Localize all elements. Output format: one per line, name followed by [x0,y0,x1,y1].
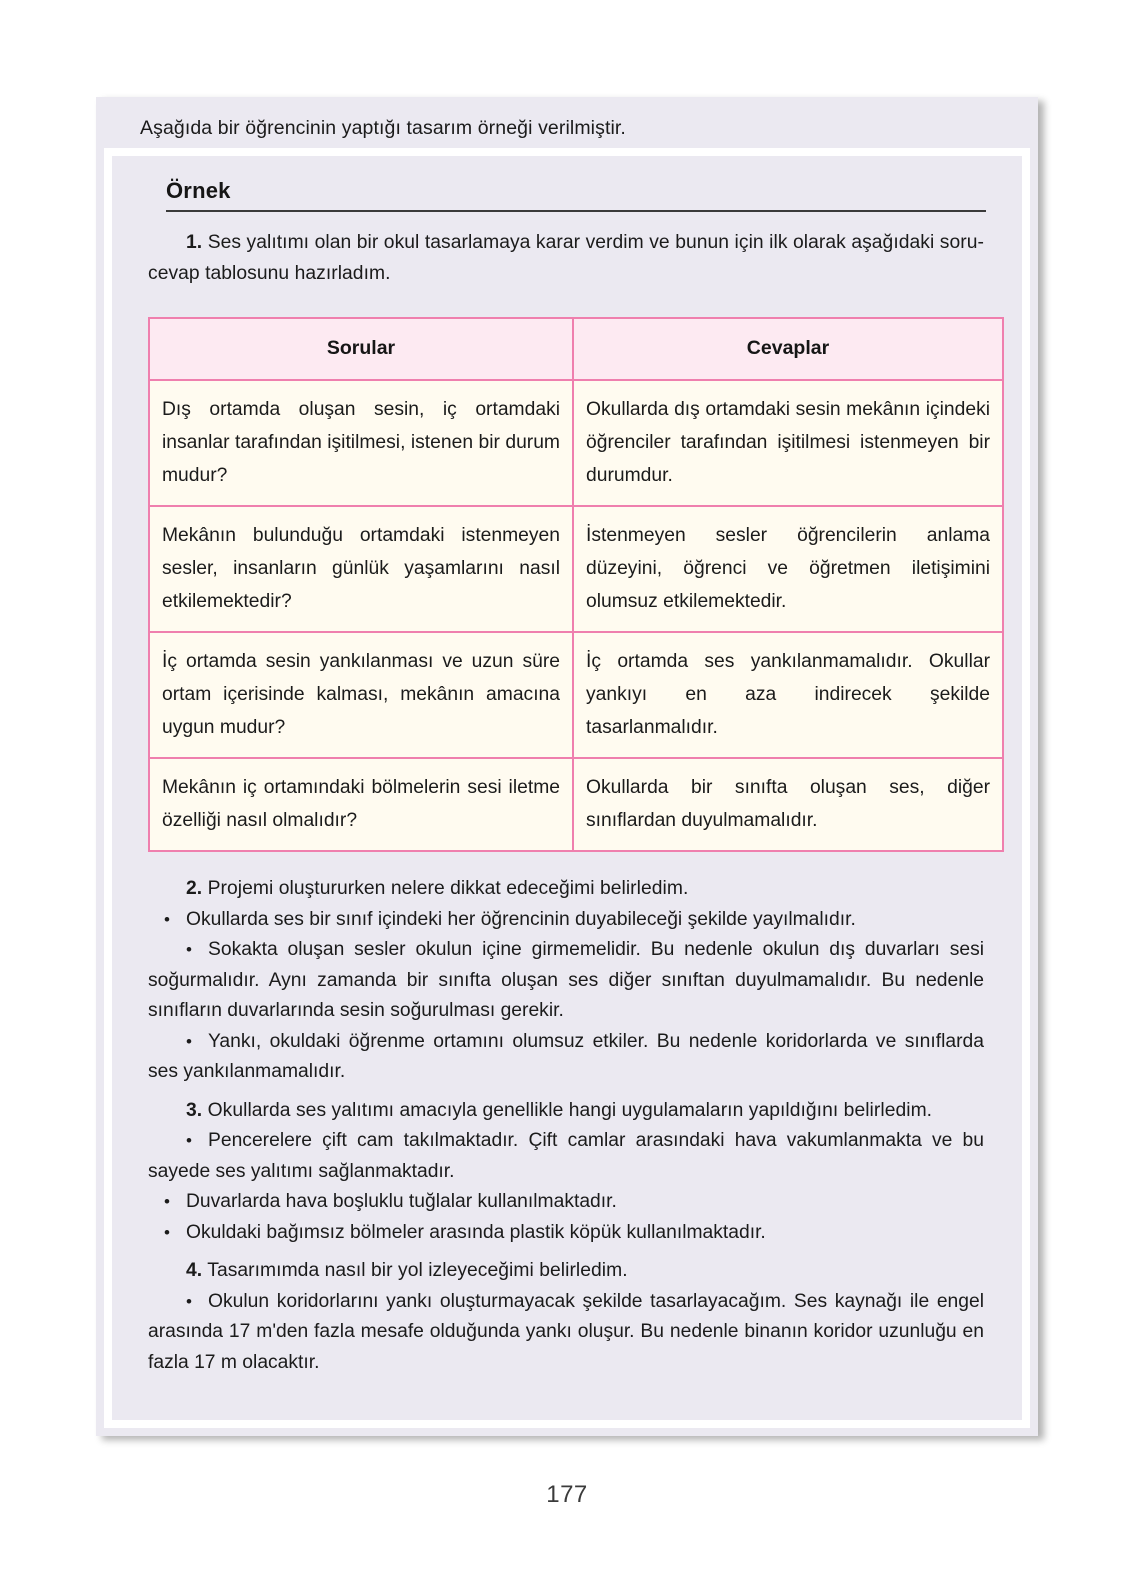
bullet-icon: • [164,1222,170,1242]
intro-line: Aşağıda bir öğrencinin yaptığı tasarım örneği verilmiştir. [140,117,626,139]
list-item [144,905,990,936]
table-cell-question: Mekânın bulunduğu ortamdaki istenmeyen sesler, insanların günlük yaşamlarını nasıl etkilemektedir? [149,506,573,632]
table-cell-answer: Okullarda dış ortamdaki sesin mekânın içindeki öğrenciler tarafından işitilmesi istenmeyen bir durumdur. [573,380,1003,506]
step-2-number: 2. [186,878,203,899]
table-cell-question: Mekânın iç ortamındaki bölmelerin sesi iletme özelliği nasıl olmalıdır? [149,758,573,851]
page-title: Örnek [166,178,231,203]
step-4-number: 4. [186,1260,203,1281]
page-panel [96,97,1038,1436]
bullet-icon: • [186,1291,192,1311]
list-item-text: Pencerelere çift cam takılmaktadır. Çift camlar arasındaki hava vakumlanmakta ve bu sayede ses yalıtımı sağlanmaktadır. [148,1130,984,1182]
list-item [144,1126,990,1187]
list-item [144,1287,990,1379]
table-header-row [149,318,1003,380]
bullet-icon: • [164,1192,170,1211]
list-item-text: Okuldaki bağımsız bölmeler arasında plastik köpük kullanılmaktadır. [186,1221,766,1243]
list-item [144,935,990,1027]
bullet-icon: • [164,909,170,929]
step-1-number: 1. [186,232,203,253]
questions-answers-table [148,317,1004,852]
step-1-paragraph [144,212,990,299]
table-cell-answer: Okullarda bir sınıfta oluşan ses, diğer sınıflardan duyulmamalıdır. [573,758,1003,851]
step-3-number: 3. [186,1099,203,1121]
table-row [149,380,1003,506]
list-item-text: Okulun koridorlarını yankı oluşturmayacak şekilde tasarlayacağım. Ses kaynağı ile engel arasında 17 m'den fazla mesafe olduğunda yankı oluşur. Bu nedenle binanın koridor uzunluğu en fazla 17 m olacaktır. [148,1290,984,1373]
list-item [144,1187,990,1218]
column-header-answers: Cevaplar [573,318,1003,380]
step-4-text: Tasarımımda nasıl bir yol izleyeceğimi belirledim. [207,1260,628,1281]
list-item [144,1027,990,1088]
step-1-text: Ses yalıtımı olan bir okul tasarlamaya karar verdim ve bunun için ilk olarak aşağıdaki soru-cevap tablosunu hazırladım. [148,232,984,284]
list-item-text: Duvarlarda hava boşluklu tuğlalar kullanılmaktadır. [186,1191,617,1212]
bullet-icon: • [186,940,192,959]
table-cell-answer: İç ortamda ses yankılanmamalıdır. Okullar yankıyı en aza indirecek şekilde tasarlanmalıdır. [573,632,1003,758]
list-item-text: Yankı, okuldaki öğrenme ortamını olumsuz etkiler. Bu nedenle koridorlarda ve sınıflarda ses yankılanmamalıdır. [148,1030,984,1082]
table-cell-question: Dış ortamda oluşan sesin, iç ortamdaki insanlar tarafından işitilmesi, istenen bir durum mudur? [149,380,573,506]
step-4-paragraph [144,1248,990,1287]
table-cell-answer: İstenmeyen sesler öğrencilerin anlama düzeyini, öğrenci ve öğretmen iletişimini olumsuz etkilemektedir. [573,506,1003,632]
list-item [144,1218,990,1249]
example-box [104,148,1030,1428]
table-row [149,758,1003,851]
step-2-text: Projemi oluştururken nelere dikkat edeceğimi belirledim. [207,878,689,899]
table-row [149,506,1003,632]
table-cell-question: İç ortamda sesin yankılanması ve uzun süre ortam içerisinde kalması, mekânın amacına uygun mudur? [149,632,573,758]
table-row [149,632,1003,758]
step-3-text: Okullarda ses yalıtımı amacıyla genellikle hangi uygulamaların yapıldığını belirledim. [207,1099,933,1121]
bullet-icon: • [186,1131,192,1150]
bullet-icon: • [186,1031,192,1051]
list-item-text: Sokakta oluşan sesler okulun içine girmemelidir. Bu nedenle okulun dış duvarları sesi soğurmalıdır. Aynı zamanda bir sınıfta oluşan ses diğer sınıftan duyulmamalıdır. Bu nedenle sınıfların duvarlarında sesin soğurulması gerekir. [148,939,984,1021]
step-3-paragraph [144,1088,990,1127]
page-number: 177 [546,1481,588,1508]
column-header-questions: Sorular [149,318,573,380]
step-2-paragraph [144,866,990,905]
list-item-text: Okullarda ses bir sınıf içindeki her öğrencinin duyabileceği şekilde yayılmalıdır. [186,908,856,930]
